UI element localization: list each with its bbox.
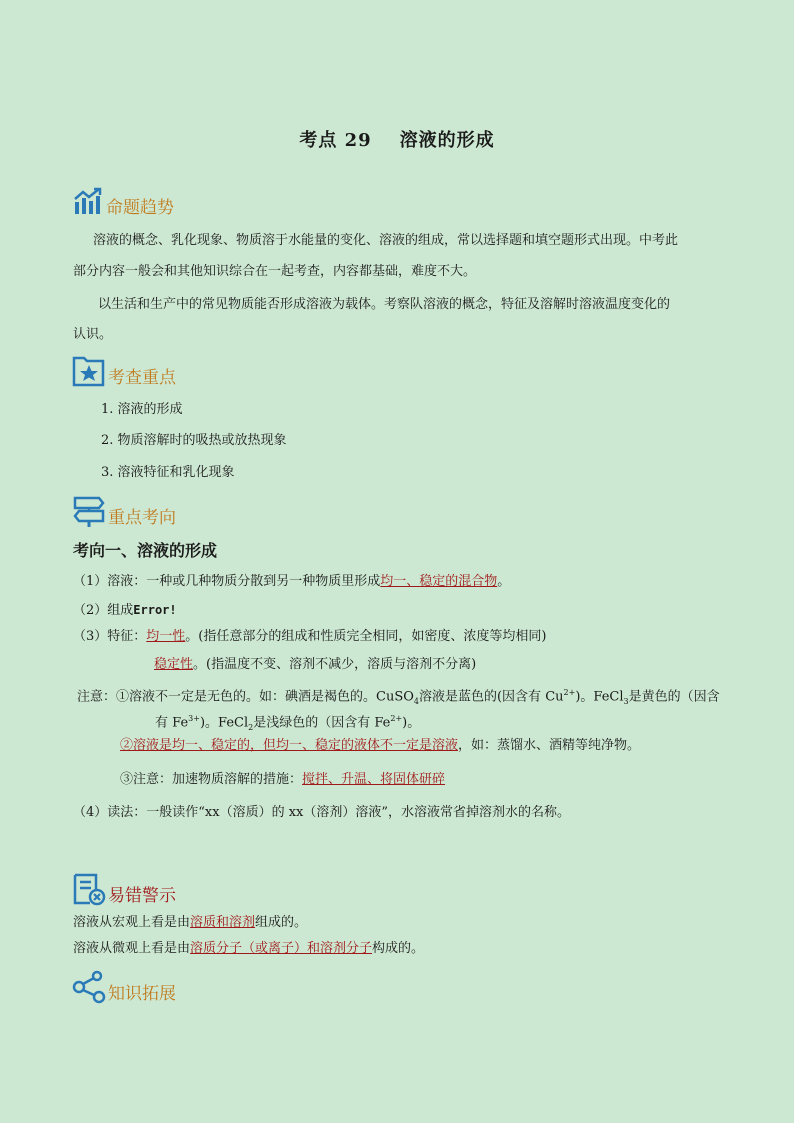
composition-line: （2）组成Error! [73, 603, 177, 618]
section-heading: 考查重点 [108, 368, 176, 388]
focus-item-3: 3. 溶液特征和乳化现象 [101, 465, 235, 480]
trend-paragraph-1b: 部分内容一般会和其他知识综合在一起考查，内容都基础，难度不大。 [73, 264, 477, 279]
signpost-icon [72, 494, 106, 528]
section-direction-header [72, 492, 176, 528]
note-line-1: 注意：①溶液不一定是无色的。如：碘酒是褐色的。CuSO$_4$溶液是蓝色的(因含有 $Cu^{2+}$)。FeCl$_3$是黄色的（因含 [77, 688, 720, 706]
section-focus-header [72, 352, 176, 388]
feature-line-1: （3）特征：均一性。(指任意部分的组成和性质完全相同，如密度、浓度等均相同) [73, 629, 547, 644]
note-line-4: ③注意：加速物质溶解的措施：搅拌、升温、将固体研碎 [120, 772, 446, 787]
section-extension-header [72, 968, 176, 1004]
star-folder-icon [72, 354, 106, 388]
page-title: 考点 29 溶液的形成 [299, 130, 495, 151]
section-heading: 易错警示 [108, 886, 176, 906]
section-trend-header [72, 182, 174, 218]
trend-paragraph-2b: 认识。 [73, 327, 113, 342]
warning-line-1: 溶液从宏观上看是由溶质和溶剂组成的。 [73, 915, 308, 930]
feature-line-2: 稳定性。(指温度不变、溶剂不减少，溶质与溶剂不分离) [154, 657, 477, 672]
note-line-3: ②溶液是均一、稳定的，但均一、稳定的液体不一定是溶液，如：蒸馏水、酒精等纯净物。 [120, 738, 641, 753]
section-warning-header [72, 870, 176, 906]
focus-item-2: 2. 物质溶解时的吸热或放热现象 [101, 433, 287, 448]
error-note-icon [72, 872, 106, 906]
section-heading: 重点考向 [108, 508, 176, 528]
reading-line: （4）读法：一般读作“xx（溶质）的 xx（溶剂）溶液”，水溶液常省掉溶剂水的名称。 [73, 805, 571, 820]
definition-line: （1）溶液：一种或几种物质分散到另一种物质里形成均一、稳定的混合物。 [73, 574, 511, 589]
subheading: 考向一、溶液的形成 [73, 541, 218, 560]
warning-line-2: 溶液从微观上看是由溶质分子（或离子）和溶剂分子构成的。 [73, 941, 425, 956]
share-nodes-icon [72, 970, 106, 1004]
trend-paragraph-2a: 以生活和生产中的常见物质能否形成溶液为载体。考察队溶液的概念，特征及溶解时溶液温度变化的 [98, 297, 671, 312]
trend-paragraph-1a: 溶液的概念、乳化现象、物质溶于水能量的变化、溶液的组成，常以选择题和填空题形式出现。中考此 [93, 233, 679, 248]
section-heading: 命题趋势 [106, 198, 174, 218]
chart-trend-icon [72, 186, 104, 218]
section-heading: 知识拓展 [108, 984, 176, 1004]
focus-item-1: 1. 溶液的形成 [101, 402, 183, 417]
note-line-2: 有 $Fe^{3+}$)。FeCl$_2$是浅绿色的（因含有 $Fe^{2+}$)。 [155, 714, 421, 732]
